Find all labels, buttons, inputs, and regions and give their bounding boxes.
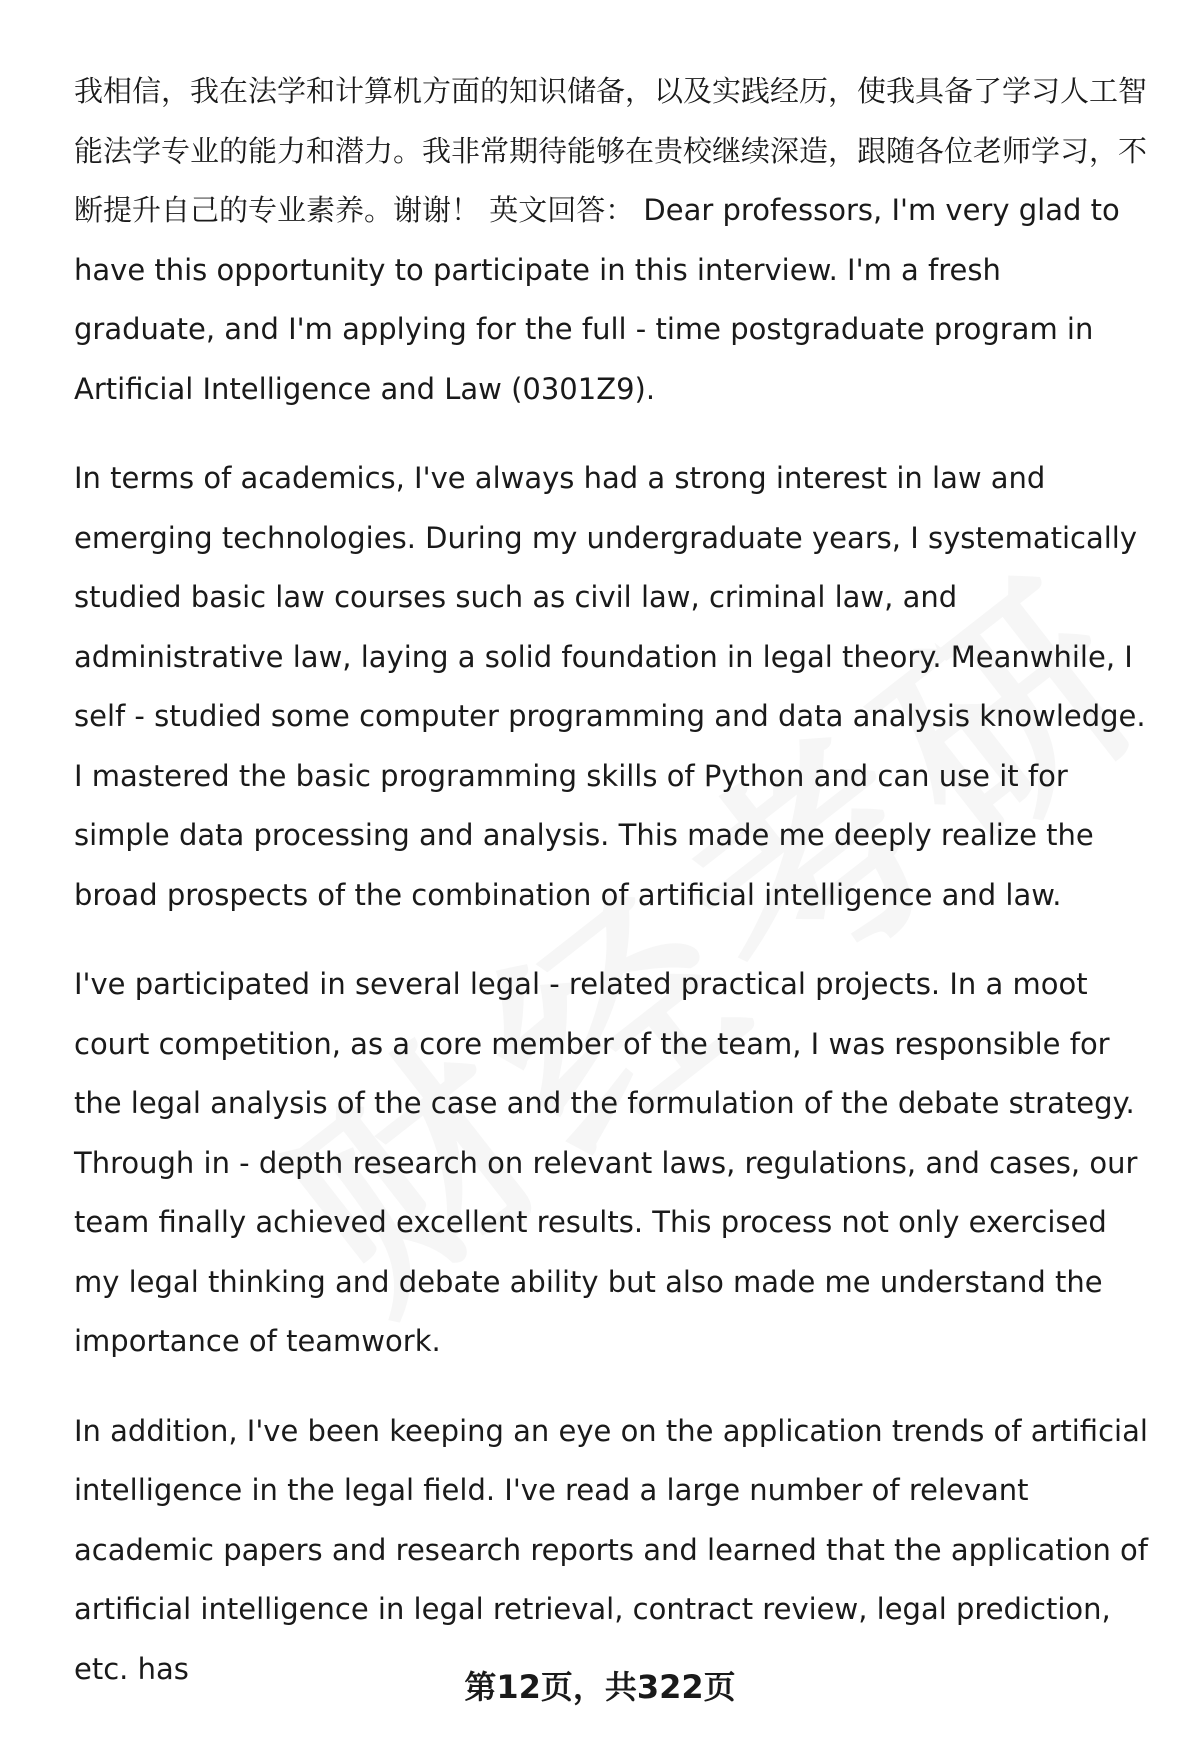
- page-number-footer: 第12页，共322页: [464, 1668, 736, 1706]
- paragraph-intro: 我相信，我在法学和计算机方面的知识储备，以及实践经历，使我具备了学习人工智能法学专业的能力和潜力。我非常期待能够在贵校继续深造，跟随各位老师学习，不断提升自己的专业素养。谢谢！ 英文回答： Dear professors, I'm very glad to have this opportunity to participate in this interview. I'm a fresh graduate, and I'm applying for the full - time postgraduate program in Artificial Intelligence and Law (0301Z9).: [74, 74, 1148, 406]
- document-body: [74, 62, 1148, 1699]
- paragraph-practice: I've participated in several legal - related practical projects. In a moot court competition, as a core member of the team, I was responsible for the legal analysis of the case and the formulation of the debate strategy. Through in - depth research on relevant laws, regulations, and cases, our team finally achieved excellent results. This process not only exercised my legal thinking and debate ability but also made me understand the importance of teamwork.: [74, 967, 1138, 1358]
- paragraph-academics: In terms of academics, I've always had a strong interest in law and emerging technologies. During my undergraduate years, I systematically studied basic law courses such as civil law, criminal law, and administrative law, laying a solid foundation in legal theory. Meanwhile, I self - studied some computer programming and data analysis knowledge. I mastered the basic programming skills of Python and can use it for simple data processing and analysis. This made me deeply realize the broad prospects of the combination of artificial intelligence and law.: [74, 461, 1146, 912]
- paragraph-trends: In addition, I've been keeping an eye on the application trends of artificial intelligence in the legal field. I've read a large number of relevant academic papers and research reports and learned that the application of artificial intelligence in legal retrieval, contract review, legal prediction, etc. has: [74, 1413, 1149, 1686]
